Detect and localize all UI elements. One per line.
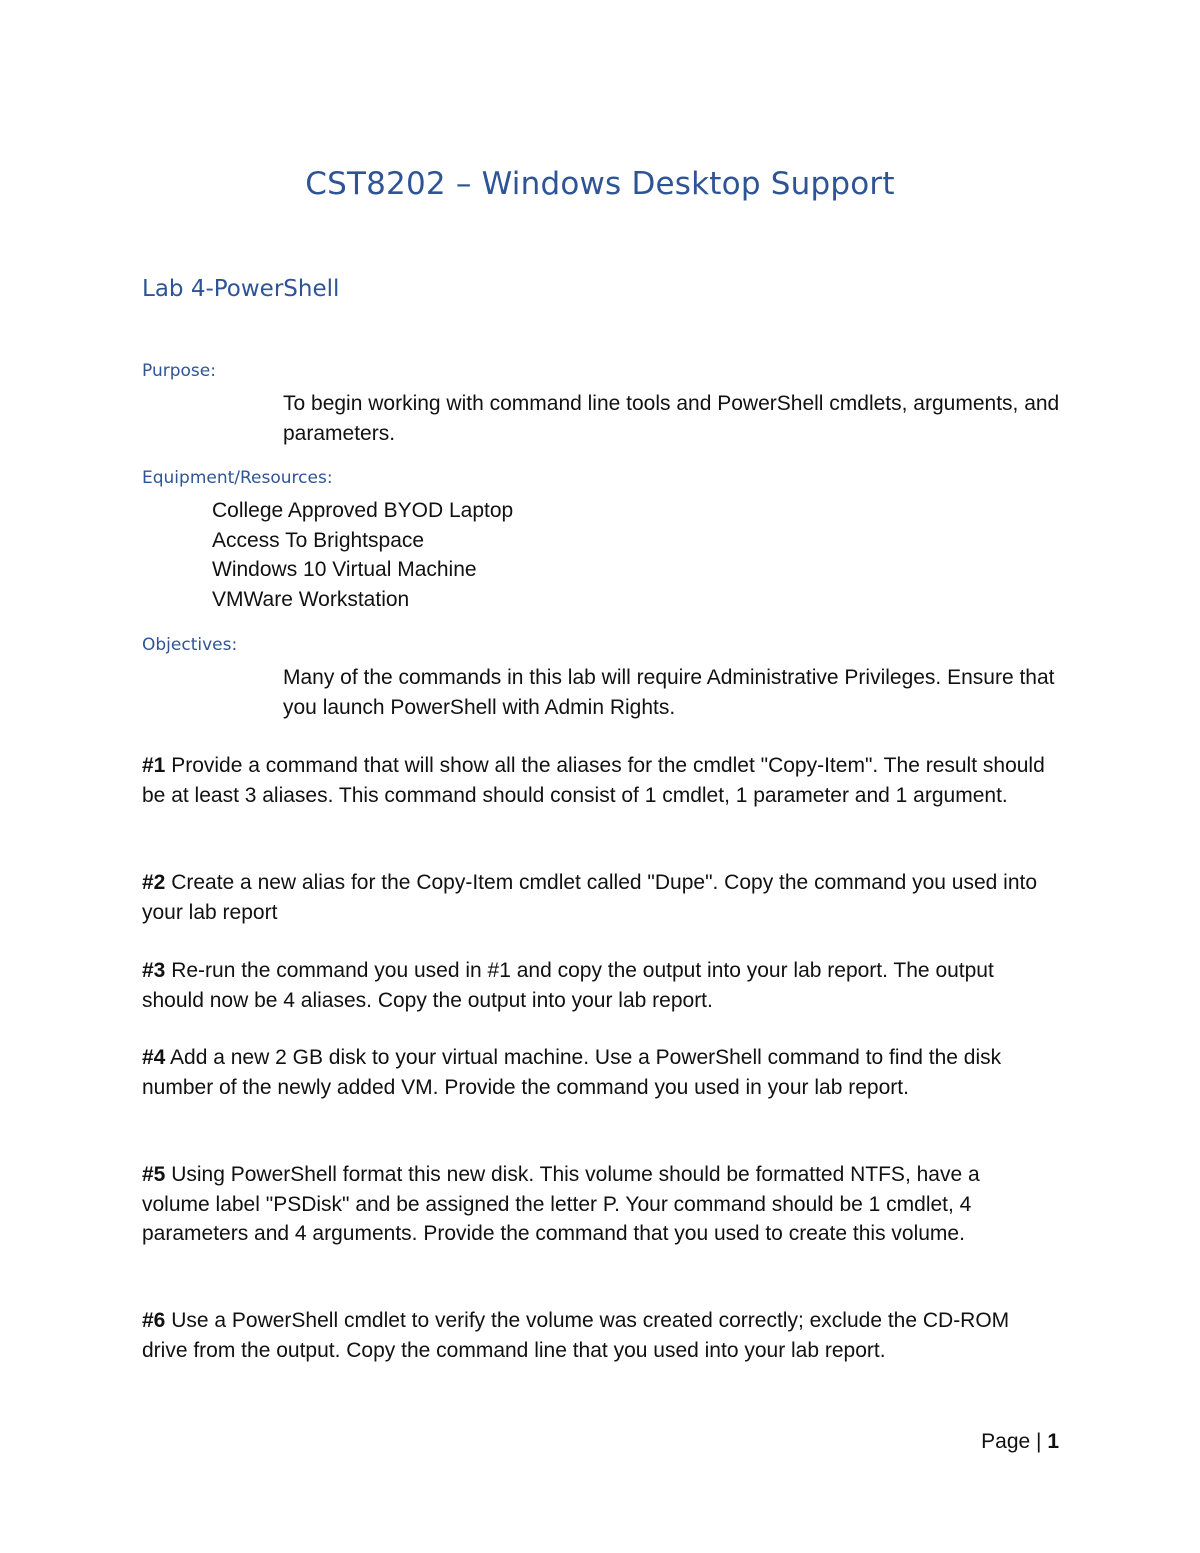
question-text: Use a PowerShell cmdlet to verify the volume was created correctly; exclude the CD-ROM drive from the output. Copy the command line that you used into your lab report. (142, 1309, 1010, 1362)
purpose-heading: Purpose: (142, 361, 216, 381)
page-number: 1 (1047, 1430, 1059, 1453)
question-text: Add a new 2 GB disk to your virtual machine. Use a PowerShell command to find the disk number of the newly added VM. Provide the command you used in your lab report. (142, 1046, 1002, 1099)
question-number: #1 (142, 754, 166, 777)
question-text: Create a new alias for the Copy-Item cmdlet called "Dupe". Copy the command you used into your lab report (142, 871, 1038, 924)
equipment-item: College Approved BYOD Laptop (212, 499, 514, 522)
question-text: Using PowerShell format this new disk. This volume should be formatted NTFS, have a volume label "PSDisk" and be assigned the letter P. Your command should be 1 cmdlet, 4 parameters and 4 arguments. Provide the command that you used to create this volume. (142, 1163, 980, 1245)
question-5 (142, 1160, 1052, 1249)
question-number: #5 (142, 1163, 166, 1186)
question-number: #3 (142, 959, 166, 982)
question-text: Re-run the command you used in #1 and copy the output into your lab report. The output should now be 4 aliases. Copy the output into your lab report. (142, 959, 994, 1012)
question-number: #4 (142, 1046, 166, 1069)
equipment-list (212, 496, 912, 614)
equipment-item: Windows 10 Virtual Machine (212, 558, 477, 581)
equipment-item: Access To Brightspace (212, 528, 425, 552)
document-title: CST8202 – Windows Desktop Support (305, 166, 895, 202)
equipment-heading: Equipment/Resources: (142, 468, 333, 488)
question-3 (142, 956, 1052, 1015)
objectives-heading: Objectives: (142, 635, 238, 655)
question-text: Provide a command that will show all the aliases for the cmdlet "Copy-Item". The result should be at least 3 aliases. This command should consist of 1 cmdlet, 1 parameter and 1 argument. (142, 754, 1045, 807)
question-number: #6 (142, 1309, 166, 1332)
equipment-item: VMWare Workstation (212, 587, 410, 611)
page-footer (981, 1430, 1059, 1454)
question-4 (142, 1043, 1052, 1102)
lab-title: Lab 4-PowerShell (142, 276, 340, 302)
objectives-text: Many of the commands in this lab will require Administrative Privileges. Ensure that you launch PowerShell with Admin Rights. (283, 666, 1055, 719)
question-6 (142, 1306, 1052, 1365)
page-label: Page | (981, 1430, 1048, 1453)
question-number: #2 (142, 871, 166, 894)
question-1 (142, 751, 1052, 810)
purpose-text: To begin working with command line tools and PowerShell cmdlets, arguments, and parameters. (283, 392, 1060, 445)
question-2 (142, 868, 1052, 927)
